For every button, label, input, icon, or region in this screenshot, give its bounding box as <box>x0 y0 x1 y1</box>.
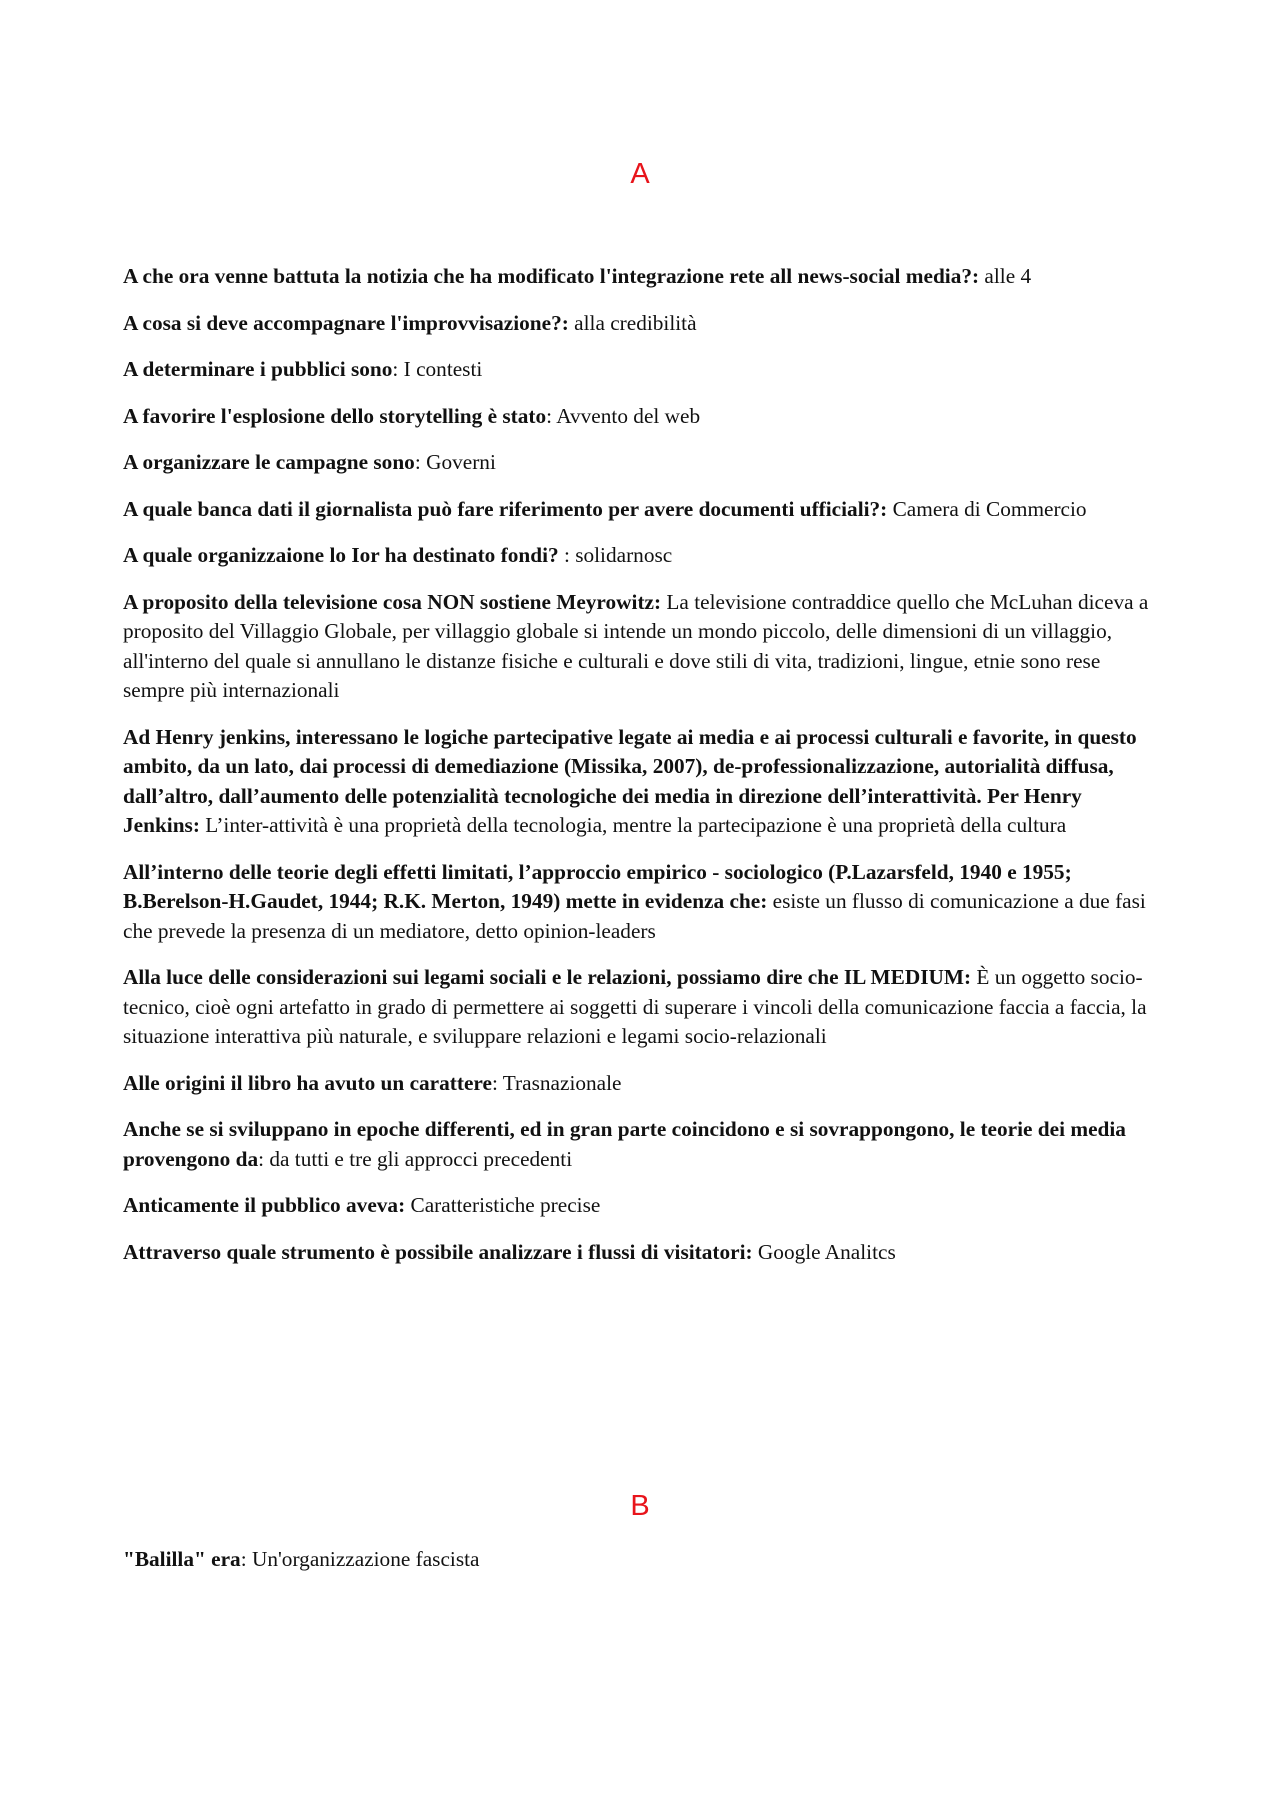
qa-item <box>123 448 1163 478</box>
section-heading-b: B <box>630 1490 650 1522</box>
answer: : solidarnosc <box>558 543 673 567</box>
question: All’interno delle teorie degli effetti limitati, l’approccio empirico - sociologico (P.Lazarsfeld, 1940 e 1955; B.Berelson-H.Gaudet, 1944; R.K. Merton, 1949) mette in evidenza che: <box>123 859 1072 913</box>
qa-item <box>123 1191 1163 1221</box>
answer: È un oggetto socio-tecnico, cioè ogni artefatto in grado di permettere ai soggetti di superare i vincoli della comunicazione faccia a faccia, la situazione interattiva più naturale, e sviluppare relazioni e legami socio-relazionali <box>123 965 1147 1048</box>
qa-item <box>123 495 1163 525</box>
question: A quale banca dati il giornalista può fare riferimento per avere documenti ufficiali?: <box>123 496 888 521</box>
answer: : Un'organizzazione fascista <box>240 1547 480 1571</box>
question: A quale organizzaione lo Ior ha destinato fondi? <box>123 543 559 567</box>
question: A proposito della televisione cosa NON sostiene Meyrowitz: <box>123 589 662 614</box>
qa-list-b <box>123 1545 1163 1592</box>
question: A determinare i pubblici sono <box>123 357 393 381</box>
qa-item <box>123 355 1163 385</box>
qa-item <box>123 1069 1163 1099</box>
answer: La televisione contraddice quello che McLuhan diceva a proposito del Villaggio Globale, per villaggio globale si intende un mondo piccolo, delle dimensioni di un villaggio, all'interno del quale si annullano le distanze fisiche e culturali e dove stili di vita, tradizioni, lingue, etnie sono rese sempre più internazionali <box>123 589 1149 702</box>
answer: Camera di Commercio <box>887 496 1087 521</box>
answer: : I contesti <box>392 357 483 381</box>
qa-item <box>123 1545 1163 1575</box>
qa-item <box>123 858 1163 947</box>
qa-item <box>123 402 1163 432</box>
question: Alla luce delle considerazioni sui legami sociali e le relazioni, possiamo dire che IL MEDIUM: <box>123 965 972 989</box>
answer: Google Analitcs <box>752 1239 896 1264</box>
question: A favorire l'esplosione dello storytelling è stato <box>123 403 547 428</box>
question: Anticamente il pubblico aveva: <box>123 1193 406 1217</box>
answer: esiste un flusso di comunicazione a due fasi che prevede la presenza di un mediatore, detto opinion-leaders <box>123 889 1146 943</box>
answer: L’inter-attività è una proprietà della tecnologia, mentre la partecipazione è una proprietà della cultura <box>199 813 1067 837</box>
qa-list-a <box>123 262 1163 1284</box>
question: Anche se si sviluppano in epoche differenti, ed in gran parte coincidono e si sovrappongono, le teorie dei media provengono da <box>123 1117 1126 1171</box>
answer: Caratteristiche precise <box>405 1193 601 1217</box>
question: "Balilla" era <box>123 1547 241 1571</box>
qa-item <box>123 541 1163 571</box>
question: Ad Henry jenkins, interessano le logiche partecipative legate ai media e ai processi culturali e favorite, in questo ambito, da un lato, dai processi di demediazione (Missika, 2007), de-professionalizzazione, autorialità diffusa, dall’altro, dall’aumento delle potenzialità tecnologiche dei media in direzione dell’interattività. Per Henry Jenkins: <box>123 724 1137 837</box>
answer: : Governi <box>414 450 496 474</box>
qa-item <box>123 1238 1163 1268</box>
answer: : da tutti e tre gli approcci precedenti <box>258 1146 573 1171</box>
answer: : Trasnazionale <box>491 1070 622 1095</box>
answer: alle 4 <box>979 264 1032 288</box>
question: Attraverso quale strumento è possibile analizzare i flussi di visitatori: <box>123 1239 753 1264</box>
answer: : Avvento del web <box>546 403 701 428</box>
qa-item <box>123 723 1163 841</box>
qa-item <box>123 588 1163 706</box>
question: A che ora venne battuta la notizia che ha modificato l'integrazione rete all news-social media?: <box>123 264 980 288</box>
qa-item <box>123 309 1163 339</box>
qa-item <box>123 1115 1163 1174</box>
question: A organizzare le campagne sono <box>123 450 415 474</box>
qa-item <box>123 963 1163 1052</box>
qa-item <box>123 262 1163 292</box>
section-heading-a: A <box>630 158 650 190</box>
question: A cosa si deve accompagnare l'improvvisazione?: <box>123 310 569 335</box>
answer: alla credibilità <box>568 310 697 335</box>
question: Alle origini il libro ha avuto un carattere <box>123 1070 492 1095</box>
